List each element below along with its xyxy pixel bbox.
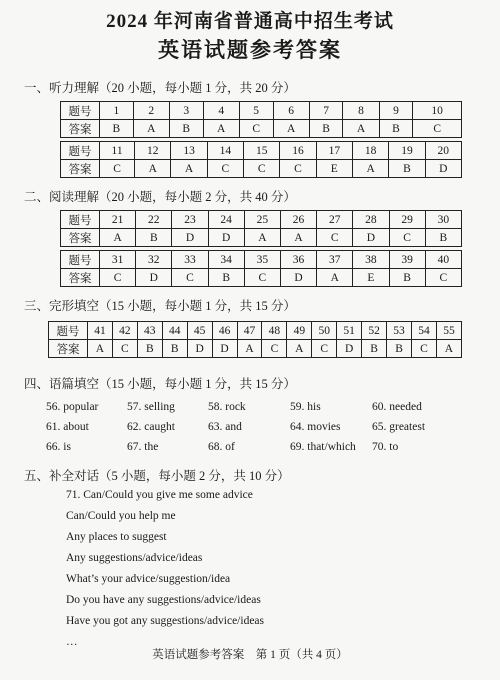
- answer-cell: C: [100, 269, 136, 287]
- answer-table-21-30: [60, 210, 462, 247]
- question-number-cell: 18: [352, 142, 388, 160]
- question-number-row: [61, 211, 462, 229]
- answer-cell: B: [362, 340, 387, 358]
- question-number-cell: 4: [203, 102, 239, 120]
- answer-cell: C: [411, 340, 436, 358]
- dialogue-alternative: Have you got any suggestions/advice/ideas: [66, 615, 265, 627]
- question-number-cell: 36: [280, 251, 316, 269]
- answer-cell: C: [262, 340, 287, 358]
- question-number-row-label: 题号: [49, 322, 88, 340]
- answer-row: [61, 229, 462, 247]
- question-number-row-label: 题号: [61, 211, 100, 229]
- answer-row-label: 答案: [61, 269, 100, 287]
- question-number-cell: 43: [137, 322, 162, 340]
- answer-cell: C: [244, 269, 280, 287]
- answer-cell: C: [312, 340, 337, 358]
- answer-cell: C: [172, 269, 208, 287]
- question-number-cell: 24: [208, 211, 244, 229]
- answer-cell: C: [207, 160, 243, 178]
- answer-cell: D: [425, 160, 461, 178]
- answer-cell: A: [171, 160, 207, 178]
- dialogue-alternative: Can/Could you help me: [66, 510, 176, 522]
- answer-key-title: 英语试题参考答案: [158, 38, 342, 62]
- answer-cell: C: [389, 229, 425, 247]
- answer-row: [61, 120, 462, 138]
- answer-cell: C: [280, 160, 316, 178]
- answer-cell: B: [389, 269, 425, 287]
- question-number-cell: 41: [88, 322, 113, 340]
- answer-cell: D: [280, 269, 316, 287]
- question-number-cell: 16: [280, 142, 316, 160]
- fill-answer: 56. popular: [46, 401, 99, 413]
- question-number-cell: 29: [389, 211, 425, 229]
- question-number-cell: 35: [244, 251, 280, 269]
- answer-cell: B: [425, 229, 461, 247]
- answer-cell: B: [136, 229, 172, 247]
- answer-cell: B: [137, 340, 162, 358]
- question-number-cell: 37: [317, 251, 353, 269]
- question-number-cell: 32: [136, 251, 172, 269]
- fill-answer: 70. to: [372, 441, 399, 453]
- answer-cell: D: [172, 229, 208, 247]
- question-number-row: [49, 322, 462, 340]
- answer-cell: A: [135, 160, 171, 178]
- question-number-row: [61, 142, 462, 160]
- answer-cell: B: [309, 120, 343, 138]
- answer-cell: A: [436, 340, 461, 358]
- answer-cell: D: [136, 269, 172, 287]
- answer-table-11-20: [60, 141, 462, 178]
- question-number-cell: 53: [387, 322, 412, 340]
- section-dialogue-heading: 五、补全对话（5 小题，每小题 2 分，共 10 分）: [24, 469, 290, 483]
- fill-answer: 69. that/which: [290, 441, 356, 453]
- question-number-cell: 49: [287, 322, 312, 340]
- fill-answer: 67. the: [127, 441, 159, 453]
- question-number-cell: 27: [317, 211, 353, 229]
- question-number-cell: 19: [389, 142, 425, 160]
- question-number-cell: 9: [379, 102, 413, 120]
- answer-cell: A: [287, 340, 312, 358]
- question-number-cell: 1: [100, 102, 134, 120]
- fill-answer: 58. rock: [208, 401, 246, 413]
- answer-row: [61, 160, 462, 178]
- question-number-cell: 39: [389, 251, 425, 269]
- dialogue-alternative: Any suggestions/advice/ideas: [66, 552, 203, 564]
- answer-table-31-40: [60, 250, 462, 287]
- dialogue-alternative: Any places to suggest: [66, 531, 167, 543]
- question-number-cell: 3: [169, 102, 203, 120]
- question-number-cell: 40: [425, 251, 461, 269]
- answer-row-label: 答案: [49, 340, 88, 358]
- page-footer: 英语试题参考答案 第 1 页（共 4 页）: [152, 649, 348, 661]
- answer-cell: E: [353, 269, 389, 287]
- fill-answer: 66. is: [46, 441, 71, 453]
- question-number-row-label: 题号: [61, 142, 100, 160]
- answer-cell: B: [387, 340, 412, 358]
- question-number-cell: 6: [273, 102, 309, 120]
- answer-cell: B: [162, 340, 187, 358]
- answer-cell: C: [112, 340, 137, 358]
- question-number-cell: 30: [425, 211, 461, 229]
- fill-answer: 63. and: [208, 421, 242, 433]
- answer-table-41-55: [48, 321, 462, 358]
- section-reading-heading: 二、阅读理解（20 小题，每小题 2 分，共 40 分）: [24, 190, 296, 204]
- answer-cell: A: [88, 340, 113, 358]
- dialogue-question-71: 71. Can/Could you give me some advice: [66, 489, 253, 501]
- question-number-cell: 47: [237, 322, 262, 340]
- answer-cell: B: [169, 120, 203, 138]
- exam-title: 2024 年河南省普通高中招生考试: [106, 11, 394, 32]
- question-number-cell: 55: [436, 322, 461, 340]
- question-number-cell: 8: [343, 102, 379, 120]
- question-number-cell: 7: [309, 102, 343, 120]
- answer-cell: B: [100, 120, 134, 138]
- answer-cell: A: [352, 160, 388, 178]
- answer-cell: D: [337, 340, 362, 358]
- section-listening-heading: 一、听力理解（20 小题，每小题 1 分，共 20 分）: [24, 81, 296, 95]
- question-number-cell: 26: [280, 211, 316, 229]
- question-number-cell: 44: [162, 322, 187, 340]
- answer-cell: C: [317, 229, 353, 247]
- question-number-cell: 51: [337, 322, 362, 340]
- question-number-cell: 45: [187, 322, 212, 340]
- question-number-cell: 52: [362, 322, 387, 340]
- answer-row-label: 答案: [61, 160, 100, 178]
- answer-table-1-10: [60, 101, 462, 138]
- answer-cell: C: [425, 269, 461, 287]
- answer-cell: D: [212, 340, 237, 358]
- question-number-cell: 54: [411, 322, 436, 340]
- answer-cell: A: [203, 120, 239, 138]
- fill-answer: 59. his: [290, 401, 321, 413]
- question-number-cell: 22: [136, 211, 172, 229]
- dialogue-alternative: What’s your advice/suggestion/idea: [66, 573, 231, 585]
- fill-answer: 60. needed: [372, 401, 422, 413]
- question-number-cell: 13: [171, 142, 207, 160]
- dialogue-alternative: Do you have any suggestions/advice/ideas: [66, 594, 261, 606]
- question-number-cell: 23: [172, 211, 208, 229]
- answer-row-label: 答案: [61, 229, 100, 247]
- question-number-cell: 17: [316, 142, 352, 160]
- question-number-cell: 25: [244, 211, 280, 229]
- question-number-cell: 12: [135, 142, 171, 160]
- answer-row: [49, 340, 462, 358]
- fill-answer: 62. caught: [127, 421, 175, 433]
- question-number-cell: 33: [172, 251, 208, 269]
- fill-answer: 57. selling: [127, 401, 175, 413]
- question-number-cell: 11: [100, 142, 135, 160]
- question-number-cell: 28: [353, 211, 389, 229]
- answer-row: [61, 269, 462, 287]
- fill-answer: 65. greatest: [372, 421, 426, 433]
- answer-cell: C: [239, 120, 273, 138]
- answer-cell: A: [244, 229, 280, 247]
- answer-cell: A: [100, 229, 136, 247]
- answer-cell: A: [133, 120, 169, 138]
- answer-cell: B: [208, 269, 244, 287]
- dialogue-alternative: …: [66, 636, 78, 648]
- fill-answer: 61. about: [46, 421, 89, 433]
- answer-cell: C: [244, 160, 280, 178]
- answer-cell: D: [187, 340, 212, 358]
- question-number-row-label: 题号: [61, 251, 100, 269]
- question-number-cell: 2: [133, 102, 169, 120]
- question-number-cell: 20: [425, 142, 461, 160]
- answer-cell: C: [413, 120, 462, 138]
- fill-answer: 68. of: [208, 441, 235, 453]
- question-number-cell: 46: [212, 322, 237, 340]
- question-number-cell: 38: [353, 251, 389, 269]
- question-number-cell: 14: [207, 142, 243, 160]
- answer-cell: A: [280, 229, 316, 247]
- answer-cell: A: [317, 269, 353, 287]
- question-number-cell: 21: [100, 211, 136, 229]
- question-number-cell: 34: [208, 251, 244, 269]
- question-number-cell: 5: [239, 102, 273, 120]
- question-number-cell: 31: [100, 251, 136, 269]
- answer-cell: A: [273, 120, 309, 138]
- section-cloze-heading: 三、完形填空（15 小题，每小题 1 分，共 15 分）: [24, 299, 296, 313]
- question-number-cell: 15: [244, 142, 280, 160]
- answer-cell: A: [237, 340, 262, 358]
- question-number-cell: 10: [413, 102, 462, 120]
- question-number-cell: 48: [262, 322, 287, 340]
- fill-answer: 64. movies: [290, 421, 341, 433]
- section-passage-fill-heading: 四、语篇填空（15 小题，每小题 1 分，共 15 分）: [24, 377, 296, 391]
- answer-cell: C: [100, 160, 135, 178]
- question-number-row: [61, 102, 462, 120]
- answer-cell: E: [316, 160, 352, 178]
- answer-cell: D: [353, 229, 389, 247]
- answer-cell: B: [389, 160, 425, 178]
- answer-cell: A: [343, 120, 379, 138]
- question-number-cell: 50: [312, 322, 337, 340]
- answer-row-label: 答案: [61, 120, 100, 138]
- question-number-row-label: 题号: [61, 102, 100, 120]
- answer-cell: D: [208, 229, 244, 247]
- question-number-cell: 42: [112, 322, 137, 340]
- answer-cell: B: [379, 120, 413, 138]
- question-number-row: [61, 251, 462, 269]
